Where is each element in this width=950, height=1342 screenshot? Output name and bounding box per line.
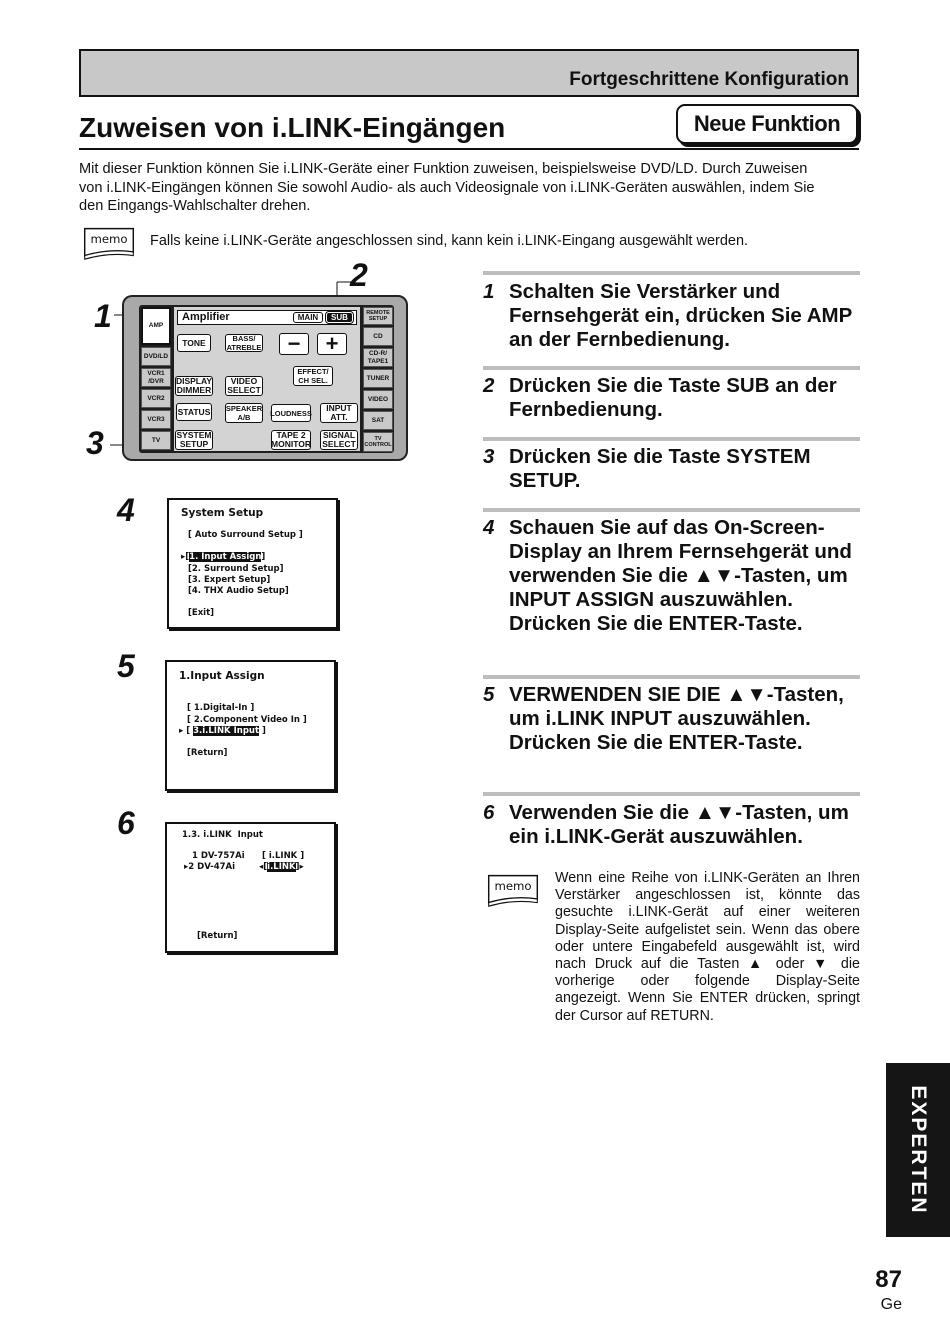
section-side-tab bbox=[886, 1063, 950, 1237]
memo-label: memo bbox=[494, 879, 532, 893]
figure-callout: 1 bbox=[94, 298, 112, 334]
amplifier-label bbox=[177, 310, 357, 325]
step-number: 6 bbox=[483, 801, 495, 824]
dvd-ld-source-button[interactable]: DVD/LD bbox=[141, 347, 171, 366]
step-divider bbox=[483, 366, 860, 370]
signal-select-button[interactable]: SIGNAL SELECT bbox=[320, 430, 358, 450]
step-text: Drücken Sie die Taste SUB an der Fernbedienung. bbox=[509, 374, 837, 421]
video-select-button[interactable]: VIDEO SELECT bbox=[225, 376, 263, 396]
system-setup-button[interactable]: SYSTEM SETUP bbox=[176, 430, 212, 449]
osd-screen-ilink-input bbox=[165, 822, 336, 953]
step-number: 5 bbox=[483, 683, 495, 706]
tape2-monitor-button[interactable]: TAPE 2 MONITOR bbox=[271, 430, 311, 449]
remote-lcd bbox=[139, 305, 394, 453]
sat-source-button[interactable]: SAT bbox=[363, 411, 393, 430]
amp-source-button[interactable]: AMP bbox=[141, 307, 171, 345]
left-source-column bbox=[141, 307, 171, 452]
step-3 bbox=[483, 445, 863, 493]
tuner-source-button[interactable]: TUNER bbox=[363, 369, 393, 388]
step-number: 1 bbox=[483, 280, 495, 303]
osd-screen-input-assign bbox=[165, 660, 336, 791]
figure-callout: 3 bbox=[86, 425, 104, 461]
step-divider bbox=[483, 792, 860, 796]
step-divider bbox=[483, 675, 860, 679]
menu-item: [ Auto Surround Setup ] bbox=[188, 530, 303, 540]
step-number: 4 bbox=[483, 516, 495, 539]
page-language: Ge bbox=[880, 1296, 902, 1313]
speaker-ab-button[interactable]: SPEAKER A/B bbox=[225, 404, 263, 422]
menu-item: [2. Surround Setup] bbox=[188, 564, 284, 574]
menu-item: [3. Expert Setup] bbox=[188, 575, 271, 585]
page-number: 87 bbox=[875, 1266, 902, 1293]
memo-label: memo bbox=[90, 232, 128, 246]
page-title: Zuweisen von i.LINK-Eingängen bbox=[79, 112, 506, 143]
figure-callout: 2 bbox=[350, 257, 368, 293]
cdr-tape1-source-button[interactable]: CD-R/ TAPE1 bbox=[363, 348, 393, 367]
intro-line: den Eingangs-Wahlschalter drehen. bbox=[79, 198, 311, 214]
selected-device: ▸2 DV-47Ai bbox=[184, 862, 236, 872]
intro-line: von i.LINK-Eingängen können Sie sowohl Audio- als auch Videosignale von i.LINK-Geräten auswählen, indem Sie bbox=[79, 179, 815, 196]
intro-line: Mit dieser Funktion können Sie i.LINK-Geräte einer Funktion zuweisen, beispielsweise DVD/LD. Durch Zuweisen bbox=[79, 161, 808, 177]
exit-item: [Exit] bbox=[188, 608, 215, 618]
video-source-button[interactable]: VIDEO bbox=[363, 390, 393, 409]
new-feature-badge: Neue Funktion bbox=[676, 104, 858, 144]
selected-menu-item: ▸ [ 3.i.LINK Input ] bbox=[179, 726, 266, 736]
section-title: Fortgeschrittene Konfiguration bbox=[569, 69, 849, 90]
menu-item: [ 1.Digital-In ] bbox=[187, 703, 255, 713]
selected-menu-label: 1. Input Assign bbox=[189, 552, 262, 562]
selected-device-assignment: ◂[i.LINK]▸ bbox=[259, 862, 304, 872]
intro-paragraph bbox=[79, 160, 864, 216]
selected-menu-label: 3.i.LINK Input bbox=[193, 726, 260, 736]
selected-menu-item: ▸[1. Input Assign] bbox=[181, 552, 266, 562]
osd-screen-system-setup bbox=[167, 498, 338, 629]
display-dimmer-button[interactable]: DISPLAY DIMMER bbox=[175, 376, 213, 395]
cd-source-button[interactable]: CD bbox=[363, 327, 393, 346]
remote-setup-button[interactable]: REMOTE SETUP bbox=[363, 307, 393, 325]
step-divider bbox=[483, 508, 860, 512]
device-assignment: i.LINK bbox=[267, 862, 296, 872]
side-tab-label: EXPERTEN bbox=[907, 1085, 930, 1215]
tv-source-button[interactable]: TV bbox=[141, 431, 171, 450]
device-name: 2 DV-47Ai bbox=[188, 862, 236, 872]
figure-callout: 5 bbox=[117, 648, 135, 684]
step-2 bbox=[483, 374, 863, 422]
step-6 bbox=[483, 801, 863, 849]
return-item: [Return] bbox=[187, 748, 228, 758]
vcr2-source-button[interactable]: VCR2 bbox=[141, 389, 171, 408]
figure-callout: 4 bbox=[117, 492, 135, 528]
minus-button[interactable]: − bbox=[279, 333, 309, 355]
effect-ch-sel-button[interactable]: EFFECT/ CH SEL. bbox=[293, 366, 333, 386]
step-1 bbox=[483, 280, 863, 352]
input-att-button[interactable]: INPUT ATT. bbox=[320, 403, 358, 423]
memo-note: Wenn eine Reihe von i.LINK-Geräten an Ihren Verstärker angeschlossen ist, könnte das gesuchte i.LINK-Gerät auf einer weiteren Display-Seite aufgelistet sein. Wenn das obere oder untere Eingabefeld ausgewählt ist, wird nach Druck auf die Tasten ▲ oder ▼ die vorherige oder folgende Display-Seite angezeigt. Wenn Sie ENTER drücken, springt der Cursor auf RETURN. bbox=[555, 870, 860, 1024]
device-name: 1 DV-757Ai bbox=[192, 851, 245, 861]
status-button[interactable]: STATUS bbox=[176, 403, 212, 421]
step-text: Schauen Sie auf das On-Screen-Display an Ihrem Fernsehgerät und verwenden Sie die ▲▼-Tasten, um INPUT ASSIGN auszuwählen. Drücken Sie die ENTER-Taste. bbox=[509, 516, 852, 635]
step-5 bbox=[483, 683, 863, 755]
vcr3-source-button[interactable]: VCR3 bbox=[141, 410, 171, 429]
vcr1-dvr-source-button[interactable]: VCR1 /DVR bbox=[141, 368, 171, 387]
amplifier-label-text: Amplifier bbox=[182, 311, 230, 323]
menu-item: [ 2.Component Video In ] bbox=[187, 715, 307, 725]
bass-treble-button[interactable]: BASS/ ATREBLE bbox=[226, 334, 262, 352]
return-item: [Return] bbox=[197, 931, 238, 941]
screen-title: System Setup bbox=[181, 507, 264, 519]
figure-callout: 6 bbox=[117, 805, 135, 841]
step-text: Verwenden Sie die ▲▼-Tasten, um ein i.LINK-Gerät auszuwählen. bbox=[509, 801, 849, 848]
menu-item: [4. THX Audio Setup] bbox=[188, 586, 289, 596]
main-button[interactable]: MAIN bbox=[293, 312, 323, 323]
memo-icon bbox=[483, 872, 543, 913]
plus-button[interactable]: + bbox=[317, 333, 347, 355]
step-number: 2 bbox=[483, 374, 495, 397]
sub-button[interactable]: SUB bbox=[326, 312, 353, 323]
step-number: 3 bbox=[483, 445, 495, 468]
step-text: Drücken Sie die Taste SYSTEM SETUP. bbox=[509, 445, 811, 492]
loudness-button[interactable]: LOUDNESS bbox=[271, 404, 311, 422]
title-divider bbox=[79, 148, 859, 150]
memo-note: Falls keine i.LINK-Geräte angeschlossen sind, kann kein i.LINK-Eingang ausgewählt werden. bbox=[150, 233, 749, 249]
step-text: VERWENDEN SIE DIE ▲▼-Tasten, um i.LINK INPUT auszuwählen. Drücken Sie die ENTER-Taste. bbox=[509, 683, 844, 754]
section-header-bar bbox=[79, 49, 859, 97]
device-assignment: [ i.LINK ] bbox=[262, 851, 305, 861]
step-divider bbox=[483, 437, 860, 441]
right-source-column bbox=[363, 307, 393, 454]
screen-title: 1.Input Assign bbox=[179, 670, 265, 682]
step-divider bbox=[483, 271, 860, 275]
tv-control-button[interactable]: TV CONTROL bbox=[363, 432, 393, 452]
step-text: Schalten Sie Verstärker und Fernsehgerät ein, drücken Sie AMP an der Fernbedienung. bbox=[509, 280, 852, 351]
tone-button[interactable]: TONE bbox=[177, 334, 211, 352]
step-4 bbox=[483, 516, 863, 636]
screen-title: 1.3. i.LINK Input bbox=[182, 830, 263, 840]
memo-icon bbox=[79, 225, 139, 266]
remote-control-illustration bbox=[122, 295, 408, 461]
amp-control-panel bbox=[174, 307, 360, 451]
